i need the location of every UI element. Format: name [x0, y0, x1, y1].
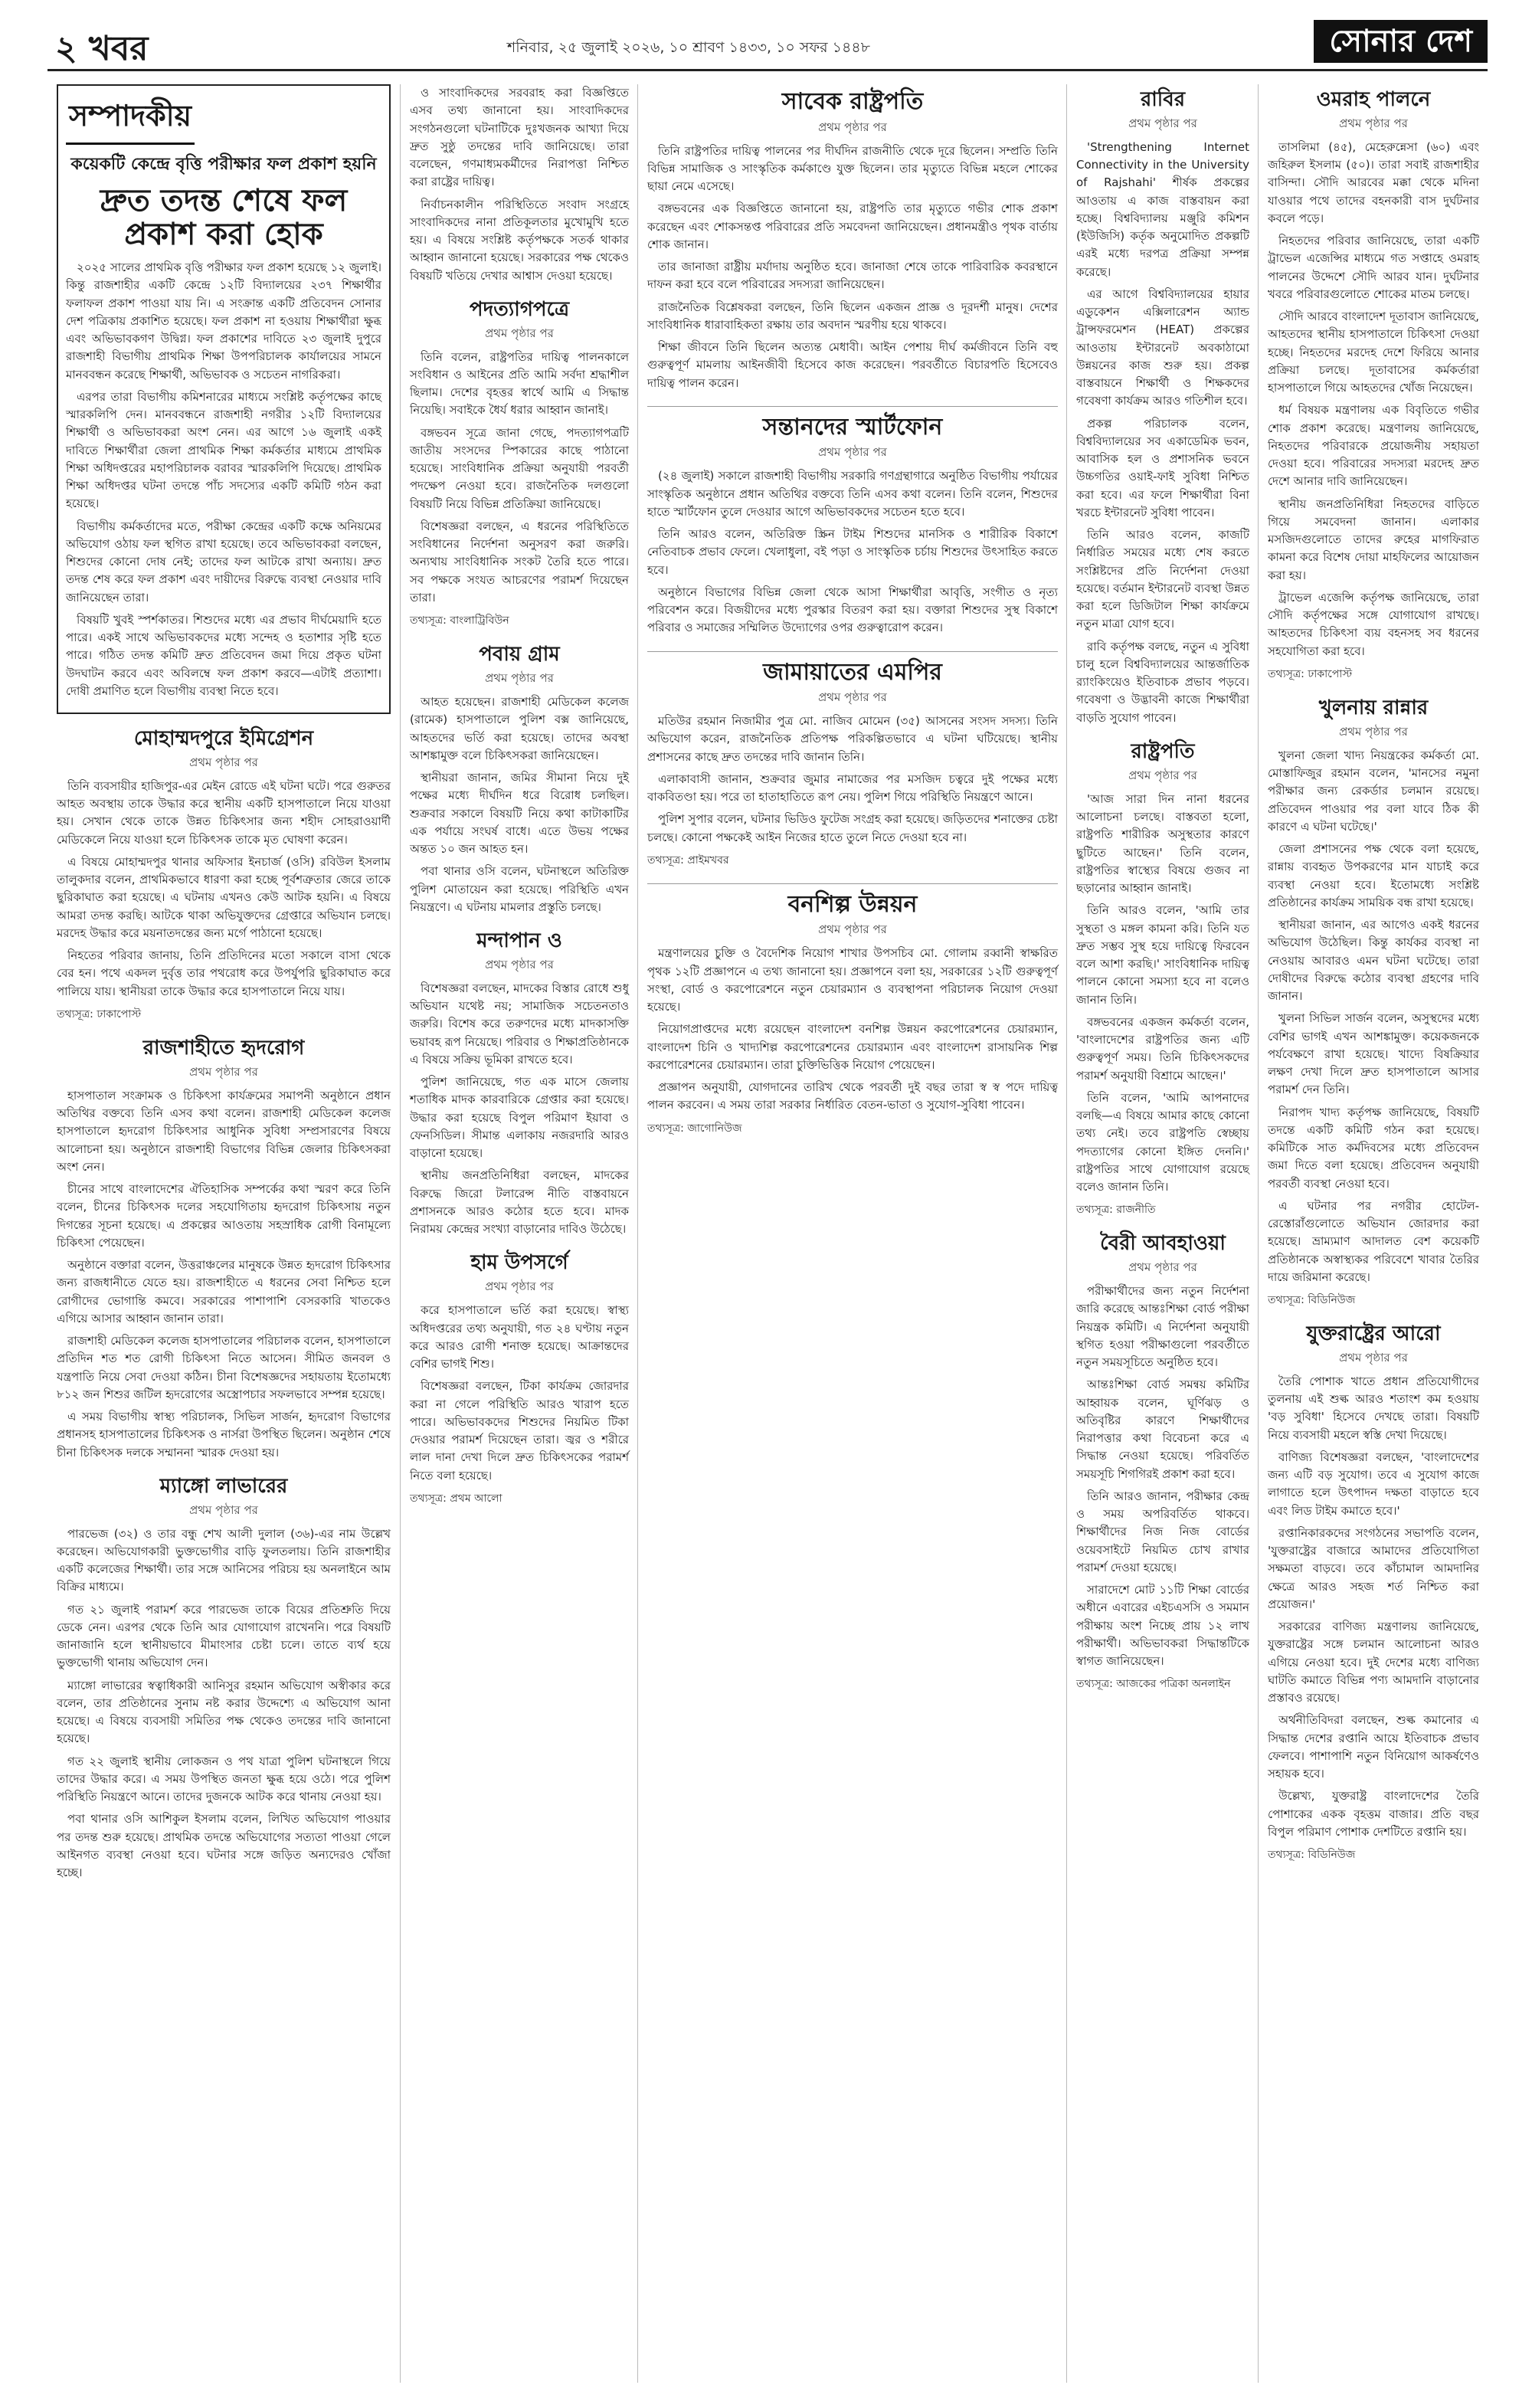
- paragraph: রাবি কর্তৃপক্ষ বলছে, নতুন এ সুবিধা চালু হলে বিশ্ববিদ্যালয়ের আন্তর্জাতিক র‌্যাংকিংয়েও ইতিবাচক প্রভাব পড়বে। গবেষণা ও উদ্ভাবনী কাজে শিক্ষার্থীরা বাড়তি সুযোগ পাবেন।: [1076, 639, 1249, 725]
- paragraph: উল্লেখ্য, যুক্তরাষ্ট্র বাংলাদেশের তৈরি পোশাকের একক বৃহত্তম বাজার। প্রতি বছর বিপুল পরিমাণ পোশাক দেশটিতে রপ্তানি হয়।: [1268, 1789, 1479, 1839]
- paragraph: প্রকল্প পরিচালক বলেন, বিশ্ববিদ্যালয়ের সব একাডেমিক ভবন, আবাসিক হল ও প্রশাসনিক ভবনে উচ্চগতির ওয়াই-ফাই সুবিধা নিশ্চিত করা হবে। এর ফলে শিক্ষার্থীরা বিনা খরচে ইন্টারনেট সুবিধা পাবেন।: [1076, 416, 1249, 519]
- paragraph: পারভেজ (৩২) ও তার বন্ধু শেখ আলী দুলাল (৩৬)-এর নাম উল্লেখ করেছেন। অভিযোগকারী ভুক্তভোগীর বাড়ি ফুলতলায়। তিনি রাজশাহীর একটি কলেজের শিক্ষার্থী। তার সঙ্গে আনিসের পরিচয় হয় অনলাইনে আম বিক্রির মাধ্যমে।: [57, 1526, 391, 1594]
- paragraph: স্থানীয়রা জানান, এর আগেও একই ধরনের অভিযোগ উঠেছিল। কিন্তু কার্যকর ব্যবস্থা না নেওয়ায় আবারও এমন ঘটনা ঘটেছে। তারা দোষীদের বিরুদ্ধে কঠোর ব্যবস্থা গ্রহণের দাবি জানান।: [1268, 918, 1479, 1004]
- paragraph: স্থানীয় জনপ্রতিনিধিরা বলছেন, মাদকের বিরুদ্ধে জিরো টলারেন্স নীতি বাস্তবায়নে প্রশাসনকে আরও কঠোর হতে হবে। মাদক নিরাময় কেন্দ্রের সংখ্যা বাড়ানোর দাবিও উঠেছে।: [410, 1168, 629, 1237]
- paragraph: বঙ্গভবনের এক বিজ্ঞপ্তিতে জানানো হয়, রাষ্ট্রপতি তার মৃত্যুতে গভীর শোক প্রকাশ করেছেন এবং শোকসন্তপ্ত পরিবারের প্রতি সমবেদনা জানিয়েছেন। প্রধানমন্ত্রীও পৃথক বার্তায় শোক জানান।: [647, 201, 1058, 251]
- article-body: [1268, 747, 1479, 1286]
- paragraph: শিক্ষা জীবনে তিনি ছিলেন অত্যন্ত মেধাবী। আইন পেশায় দীর্ঘ কর্মজীবনে তিনি বহু গুরুত্বপূর্ণ মামলায় আইনজীবী হিসেবে কাজ করেছেন। পরবর্তীতে বিচারপতি হিসেবেও দায়িত্ব পালন করেন।: [647, 340, 1058, 390]
- paragraph: অনুষ্ঠানে বক্তারা বলেন, উত্তরাঞ্চলের মানুষকে উন্নত হৃদরোগ চিকিৎসার জন্য রাজধানীতে যেতে হয়। রাজশাহীতে এ ধরনের সেবা নিশ্চিত হলে রোগীদের ভোগান্তি কমবে। সরকারের পাশাপাশি বেসরকারি খাতকেও এগিয়ে আসার আহ্বান জানান তারা।: [57, 1258, 391, 1325]
- divider: [647, 651, 1058, 652]
- paragraph: 'Strengthening Internet Connectivity in the University of Rajshahi' শীর্ষক প্রকল্পের আওতায় এ কাজ বাস্তবায়ন করা হচ্ছে। বিশ্ববিদ্যালয় মঞ্জুরি কমিশন (ইউজিসি) কর্তৃক অনুমোদিত প্রকল্পটি এরই মধ্যে দরপত্র প্রক্রিয়া সম্পন্ন করেছে।: [1076, 139, 1249, 279]
- paragraph: এ ঘটনার পর নগরীর হোটেল-রেস্তোরাঁগুলোতে অভিযান জোরদার করা হয়েছে। ভ্রাম্যমাণ আদালত বেশ কয়েকটি প্রতিষ্ঠানকে অস্বাস্থ্যকর পরিবেশে খাবার তৈরির দায়ে জরিমানা করেছে।: [1268, 1198, 1479, 1284]
- article-headline[interactable]: পবায় গ্রাম: [479, 643, 560, 667]
- article-headline[interactable]: খুলনায় রান্নার: [1318, 696, 1429, 719]
- continued-label: প্রথম পৃষ্ঠার পর: [485, 671, 554, 686]
- editorial-body: [66, 259, 381, 700]
- article-headline[interactable]: রাবির: [1140, 88, 1186, 111]
- paragraph: মতিউর রহমান নিজামীর পুত্র মো. নাজিব মোমেন (৩৫) আসনের সংসদ সদস্য। তিনি অভিযোগ করেন, রাজনৈতিক প্রতিপক্ষ পরিকল্পিতভাবে এ ঘটনা ঘটিয়েছে। স্থানীয় প্রশাসনের কাছে দ্রুত তদন্তের দাবি জানান তিনি।: [647, 714, 1058, 764]
- article-body: [647, 713, 1058, 847]
- article-mohammadpur: [57, 728, 391, 1024]
- paragraph: মন্ত্রণালয়ের চুক্তি ও বৈদেশিক নিয়োগ শাখার উপসচিব মো. গোলাম রব্বানী স্বাক্ষরিত পৃথক ১২টি প্রজ্ঞাপনে এ তথ্য জানানো হয়। প্রজ্ঞাপনে বলা হয়, সরকারের ১২টি গুরুত্বপূর্ণ সংস্থা, বোর্ড ও করপোরেশনে নতুন চেয়ারম্যান ও ব্যবস্থাপনা পরিচালক নিয়োগ দেওয়া হয়েছে।: [647, 946, 1058, 1014]
- article-president: [1076, 741, 1249, 1219]
- continued-label: প্রথম পৃষ্ঠার পর: [1339, 724, 1408, 739]
- column-2: [400, 84, 638, 2383]
- article-headline[interactable]: মন্দাপান ও: [476, 929, 562, 953]
- article-body: [1268, 1373, 1479, 1841]
- editorial-headline: দ্রুত তদন্ত শেষে ফল প্রকাশ করা হোক: [100, 182, 348, 252]
- paragraph: প্রজ্ঞাপন অনুযায়ী, যোগদানের তারিখ থেকে পরবর্তী দুই বছর তারা স্ব স্ব পদে দায়িত্ব পালন করবেন। এ সময় তারা সরকার নির্ধারিত বেতন-ভাতা ও সুযোগ-সুবিধা পাবেন।: [647, 1080, 1058, 1112]
- paragraph: তিনি আরও বলেন, 'আমি তার সুস্থতা ও মঙ্গল কামনা করি। তিনি যত দ্রুত সম্ভব সুস্থ হয়ে দায়িত্বে ফিরবেন বলে আশা করছি।' সাংবিধানিক দায়িত্ব পালনে কোনো সমস্যা হবে না বলেও জানান তিনি।: [1076, 903, 1249, 1007]
- article-headline[interactable]: জামায়াতের এমপির: [763, 658, 942, 686]
- page-number: ২ খবর: [55, 29, 149, 68]
- article-headline[interactable]: পদত্যাগপত্রে: [469, 297, 570, 321]
- column-3: [637, 84, 1067, 2383]
- article-usa: [1268, 1323, 1479, 1864]
- article-mandapan: [410, 930, 629, 1238]
- article-body: [647, 945, 1058, 1114]
- article-headline[interactable]: ওমরাহ পালনে: [1316, 88, 1431, 111]
- article-omrah: [1268, 89, 1479, 683]
- article-body: [410, 980, 629, 1239]
- paragraph: স্থানীয় জনপ্রতিনিধিরা নিহতদের বাড়িতে গিয়ে সমবেদনা জানান। এলাকার মসজিদগুলোতে তাদের রুহের মাগফিরাত কামনা করে বিশেষ দোয়া মাহফিলের আয়োজন করা হয়।: [1268, 496, 1479, 582]
- paragraph: বঙ্গভবন সূত্রে জানা গেছে, পদত্যাগপত্রটি জাতীয় সংসদের স্পিকারের কাছে পাঠানো হয়েছে। সাংবিধানিক প্রক্রিয়া অনুযায়ী পরবর্তী পদক্ষেপ নেওয়া হবে। রাজনৈতিক দলগুলো বিষয়টি নিয়ে বিভিন্ন প্রতিক্রিয়া জানিয়েছে।: [410, 425, 629, 511]
- paragraph: ট্রাভেল এজেন্সি কর্তৃপক্ষ জানিয়েছে, তারা সৌদি কর্তৃপক্ষের সঙ্গে যোগাযোগ রাখছে। আহতদের চিকিৎসা ব্যয় বহনসহ সব ধরনের সহযোগিতা করা হবে।: [1268, 590, 1479, 658]
- paragraph: তিনি বলেন, রাষ্ট্রপতির দায়িত্ব পালনকালে সংবিধান ও আইনের প্রতি আমি সর্বদা শ্রদ্ধাশীল ছিলাম। দেশের বৃহত্তর স্বার্থে আমি এ সিদ্ধান্ত নিয়েছি। সবাইকে ধৈর্য ধরার আহ্বান জানাই।: [410, 349, 629, 418]
- paragraph: পুলিশ জানিয়েছে, গত এক মাসে জেলায় শতাধিক মাদক কারবারিকে গ্রেপ্তার করা হয়েছে। উদ্ধার করা হয়েছে বিপুল পরিমাণ ইয়াবা ও ফেনসিডিল। সীমান্ত এলাকায় নজরদারি আরও বাড়ানো হয়েছে।: [410, 1075, 629, 1161]
- article-headline[interactable]: সাবেক রাষ্ট্রপতি: [781, 88, 924, 115]
- column-5: [1258, 84, 1488, 2383]
- source-credit: তথ্যসূত্র: প্রাইমখবর: [647, 853, 729, 867]
- continued-label: প্রথম পৃষ্ঠার পর: [485, 326, 554, 340]
- article-jamaat: [647, 660, 1058, 870]
- article-body: [410, 84, 629, 285]
- source-credit: তথ্যসূত্র: আজকের পত্রিকা অনলাইন: [1076, 1678, 1231, 1691]
- paragraph: অর্থনীতিবিদরা বলছেন, শুল্ক কমানোর এ সিদ্ধান্ত দেশের রপ্তানি আয়ে ইতিবাচক প্রভাব ফেলবে। পাশাপাশি নতুন বিনিয়োগ আকর্ষণেও সহায়ক হবে।: [1268, 1713, 1479, 1781]
- paragraph: বিভাগীয় কর্মকর্তাদের মতে, পরীক্ষা কেন্দ্রের একটি কক্ষে অনিয়মের অভিযোগ ওঠায় ফল স্থগিত রাখা হয়েছে। তবে অভিভাবকরা বলছেন, শিশুদের কোনো দোষ নেই; তাদের ফল আটকে রাখা অন্যায়। দ্রুত তদন্ত শেষ করে ফল প্রকাশ এবং দায়ীদের বিরুদ্ধে ব্যবস্থা নেওয়ার দাবি জানিয়েছেন তারা।: [66, 519, 381, 604]
- article-headline[interactable]: রাষ্ট্রপতি: [1131, 739, 1195, 763]
- paragraph: এ বিষয়ে মোহাম্মদপুর থানার অফিসার ইনচার্জ (ওসি) রবিউল ইসলাম তালুকদার বলেন, প্রাথমিকভাবে ধারণা করা হচ্ছে পূর্বশত্রুতার জেরে তাকে ছুরিকাঘাত করা হয়েছে। এ ঘটনায় এখনও কেউ আটক হয়নি। এ বিষয়ে আমরা তদন্ত করছি। আটকে থাকা অভিযুক্তদের গ্রেপ্তারে অভিযান চলছে। মরদেহ উদ্ধার করে ময়নাতদন্তের জন্য মর্গে পাঠানো হয়েছে।: [57, 854, 391, 940]
- article-body: [1076, 1283, 1249, 1670]
- paragraph: সারাদেশে মোট ১১টি শিক্ষা বোর্ডের অধীনে এবারের এইচএসসি ও সমমান পরীক্ষায় অংশ নিচ্ছে প্রায় ১২ লাখ পরীক্ষার্থী। অভিভাবকরা সিদ্ধান্তটিকে স্বাগত জানিয়েছেন।: [1076, 1583, 1249, 1669]
- article-body: [57, 1087, 391, 1462]
- paragraph: পবা থানার ওসি বলেন, ঘটনাস্থলে অতিরিক্ত পুলিশ মোতায়েন করা হয়েছে। পরিস্থিতি এখন নিয়ন্ত্রণে। এ ঘটনায় মামলার প্রস্তুতি চলছে।: [410, 864, 629, 914]
- paragraph: রাজনৈতিক বিশ্লেষকরা বলছেন, তিনি ছিলেন একজন প্রাজ্ঞ ও দূরদর্শী মানুষ। দেশের সাংবিধানিক ধারাবাহিকতা রক্ষায় তার অবদান স্মরণীয় হয়ে থাকবে।: [647, 300, 1058, 332]
- paragraph: খুলনা সিভিল সার্জন বলেন, অসুস্থদের মধ্যে বেশির ভাগই এখন আশঙ্কামুক্ত। কয়েকজনকে পর্যবেক্ষণে রাখা হয়েছে। খাদ্যে বিষক্রিয়ার লক্ষণ দেখা দিলে দ্রুত হাসপাতালে আসার পরামর্শ দেন তিনি।: [1268, 1011, 1479, 1097]
- paragraph: বিশেষজ্ঞরা বলছেন, মাদকের বিস্তার রোধে শুধু অভিযান যথেষ্ট নয়; সামাজিক সচেতনতাও জরুরি। বিশেষ করে তরুণদের মধ্যে মাদকাসক্তি ভয়াবহ রূপ নিয়েছে। পরিবার ও শিক্ষাপ্রতিষ্ঠানকে এ বিষয়ে সক্রিয় ভূমিকা রাখতে হবে।: [410, 981, 629, 1066]
- article-headline[interactable]: বনশিল্প উন্নয়ন: [787, 890, 918, 918]
- paragraph: নিরাপদ খাদ্য কর্তৃপক্ষ জানিয়েছে, বিষয়টি তদন্তে একটি কমিটি গঠন করা হয়েছে। কমিটিকে সাত কর্মদিবসের মধ্যে প্রতিবেদন জমা দিতে বলা হয়েছে। প্রতিবেদন অনুযায়ী পরবর্তী ব্যবস্থা নেওয়া হবে।: [1268, 1105, 1479, 1191]
- article-former-president: [647, 89, 1058, 392]
- article-inner-notes: [410, 299, 629, 630]
- article-body: [410, 1302, 629, 1485]
- paragraph: এর আগে বিশ্ববিদ্যালয়ের হায়ার এডুকেশন এক্সিলারেশন অ্যান্ড ট্রান্সফরমেশন (HEAT) প্রকল্পের আওতায় ইন্টারনেট অবকাঠামো উন্নয়নের কাজ শুরু হয়। প্রকল্প বাস্তবায়নে শিক্ষার্থী ও শিক্ষকদের গবেষণা কার্যক্রম আরও গতিশীল হবে।: [1076, 287, 1249, 408]
- editorial-label: সম্পাদকীয়: [66, 93, 195, 145]
- paragraph: তিনি আরও বলেন, কাজটি নির্ধারিত সময়ের মধ্যে শেষ করতে সংশ্লিষ্টদের প্রতি নির্দেশনা দেওয়া হয়েছে। বর্তমান ইন্টারনেট ব্যবস্থা উন্নত করা হলে ডিজিটাল শিক্ষা কার্যক্রমে নতুন মাত্রা যোগ হবে।: [1076, 528, 1249, 631]
- article-body: [57, 778, 391, 1001]
- paragraph: বঙ্গভবনের একজন কর্মকর্তা বলেন, 'বাংলাদেশের রাষ্ট্রপতির জন্য এটি গুরুত্বপূর্ণ সময়। তিনি চিকিৎসকদের পরামর্শ অনুযায়ী বিশ্রামে আছেন।': [1076, 1014, 1249, 1083]
- paragraph: 'আজ সারা দিন নানা ধরনের আলোচনা চলছে। বাস্তবতা হলো, রাষ্ট্রপতি শারীরিক অসুস্থতার কারণে ছুটিতে আছেন।' তিনি বলেন, রাষ্ট্রপতির স্বাস্থ্যের বিষয়ে গুজব না ছড়ানোর আহ্বান জানাই।: [1076, 791, 1249, 896]
- article-forest: [647, 892, 1058, 1138]
- paragraph: জেলা প্রশাসনের পক্ষ থেকে বলা হয়েছে, রান্নায় ব্যবহৃত উপকরণের মান যাচাই করে ব্যবস্থা নেওয়া হবে। ইতোমধ্যে সংশ্লিষ্ট প্রতিষ্ঠানের কার্যক্রম সাময়িক বন্ধ রাখা হয়েছে।: [1268, 842, 1479, 909]
- article-headline[interactable]: হাম উপসর্গে: [470, 1251, 568, 1275]
- source-credit: তথ্যসূত্র: বাংলাট্রিবিউন: [410, 614, 509, 627]
- article-headline[interactable]: ম্যাঙ্গো লাভারের: [159, 1474, 288, 1498]
- article-headline[interactable]: সন্তানদের স্মার্টফোন: [762, 413, 943, 441]
- paragraph: নিয়োগপ্রাপ্তদের মধ্যে রয়েছেন বাংলাদেশ বনশিল্প উন্নয়ন করপোরেশনের চেয়ারম্যান, বাংলাদেশ চিনি ও খাদ্যশিল্প করপোরেশনের চেয়ারম্যান এবং বাংলাদেশ রাসায়নিক শিল্প করপোরেশনের চেয়ারম্যান। তারা চুক্তিভিত্তিক নিয়োগ পেয়েছেন।: [647, 1022, 1058, 1072]
- article-body: [1268, 139, 1479, 660]
- article-body: [57, 1525, 391, 1882]
- paragraph: ম্যাঙ্গো লাভারের স্বত্বাধিকারী আনিসুর রহমান অভিযোগ অস্বীকার করে বলেন, তার প্রতিষ্ঠানের সুনাম নষ্ট করার উদ্দেশ্যে এ অভিযোগ আনা হয়েছে। এ বিষয়ে ব্যবসায়ী সমিতির পক্ষ থেকেও তদন্তের দাবি জানানো হয়েছে।: [57, 1678, 391, 1746]
- source-credit: তথ্যসূত্র: জাগোনিউজ: [647, 1122, 742, 1135]
- divider: [647, 406, 1058, 407]
- column-4: [1066, 84, 1259, 2383]
- paragraph: তিনি আরও বলেন, অতিরিক্ত স্ক্রিন টাইম শিশুদের মানসিক ও শারীরিক বিকাশে নেতিবাচক প্রভাব ফেলে। খেলাধুলা, বই পড়া ও সাংস্কৃতিক চর্চায় শিশুদের উৎসাহিত করতে হবে।: [647, 527, 1058, 577]
- continued-label: প্রথম পৃষ্ঠার পর: [818, 922, 887, 937]
- continued-label: প্রথম পৃষ্ঠার পর: [485, 957, 554, 971]
- continued-label: প্রথম পৃষ্ঠার পর: [818, 120, 887, 134]
- paragraph: এরপর তারা বিভাগীয় কমিশনারের মাধ্যমে সংশ্লিষ্ট কর্তৃপক্ষের কাছে স্মারকলিপি দেন। মানববন্ধনে রাজশাহী নগরীর ১২টি বিদ্যালয়ের শিক্ষার্থী ও অভিভাবকরা অংশ নেন। এর আগে ১৬ জুলাই একই দাবিতে শিক্ষার্থীরা জেলা প্রাথমিক শিক্ষা কর্মকর্তার মাধ্যমে প্রাথমিক শিক্ষা অধিদপ্তরের মহাপরিচালক বরাবর স্মারকলিপি দিয়েছে। প্রাথমিক শিক্ষা অধিদপ্তর ঘটনা তদন্তে পাঁচ সদস্যের একটি কমিটি গঠন করা হয়েছে।: [66, 389, 381, 511]
- article-heart: [57, 1037, 391, 1462]
- paragraph: ও সাংবাদিকদের সরবরাহ করা বিজ্ঞপ্তিতে এসব তথ্য জানানো হয়। সাংবাদিকদের সংগঠনগুলো ঘটনাটিকে দুঃখজনক আখ্যা দিয়ে দ্রুত সুষ্ঠু তদন্তের দাবি জানিয়েছে। তারা বলেছেন, গণমাধ্যমকর্মীদের নিরাপত্তা নিশ্চিত করা রাষ্ট্রের দায়িত্ব।: [410, 86, 629, 189]
- continued-label: প্রথম পৃষ্ঠার পর: [1128, 1260, 1197, 1275]
- paragraph: খুলনা জেলা খাদ্য নিয়ন্ত্রকের কর্মকর্তা মো. মোস্তাফিজুর রহমান বলেন, 'মানসের নমুনা পরীক্ষার জন্য রেকর্ডার চলমান রয়েছে। প্রতিবেদন পাওয়ার পর বলা যাবে ঠিক কী কারণে এ ঘটনা ঘটেছে।': [1268, 748, 1479, 834]
- paragraph: হাসপাতাল সংক্রামক ও চিকিৎসা কার্যক্রমের সমাপনী অনুষ্ঠানে প্রধান অতিথির বক্তব্যে তিনি এসব কথা বলেন। রাজশাহী মেডিকেল কলেজ হাসপাতালে হৃদরোগ চিকিৎসার আধুনিক সুবিধা সম্প্রসারণের বিষয়ে আলোচনা হয়। অনুষ্ঠানে রাজশাহী বিভাগের বিভিন্ন জেলার চিকিৎসকরা অংশ নেন।: [57, 1088, 391, 1174]
- paragraph: গত ২২ জুলাই স্থানীয় লোকজন ও পথ যাত্রা পুলিশ ঘটনাস্থলে গিয়ে তাদের উদ্ধার করে। এ সময় উপস্থিত জনতা ক্ষুব্ধ হয়ে ওঠে। পরে পুলিশ পরিস্থিতি নিয়ন্ত্রণে আনে। তাদের দুজনকে আটক করে থানায় নেওয়া হয়।: [57, 1754, 391, 1804]
- paragraph: তিনি বলেন, 'আমি আপনাদের বলছি—এ বিষয়ে আমার কাছে কোনো তথ্য নেই। তবে রাষ্ট্রপতি স্বেচ্ছায় পদত্যাগের কোনো ইঙ্গিত দেননি।' রাষ্ট্রপতির সাথে যোগাযোগ রয়েছে বলেও জানান তিনি।: [1076, 1090, 1249, 1194]
- article-body: [1076, 139, 1249, 727]
- column-1: [47, 84, 400, 2383]
- paragraph: করে হাসপাতালে ভর্তি করা হয়েছে। স্বাস্থ্য অধিদপ্তরের তথ্য অনুযায়ী, গত ২৪ ঘণ্টায় নতুন করে আরও রোগী শনাক্ত হয়েছে। আক্রান্তদের বেশির ভাগই শিশু।: [410, 1303, 629, 1371]
- source-credit: তথ্যসূত্র: বিডিনিউজ: [1268, 1294, 1356, 1307]
- paragraph: ধর্ম বিষয়ক মন্ত্রণালয় এক বিবৃতিতে গভীর শোক প্রকাশ করেছে। মন্ত্রণালয় জানিয়েছে, নিহতদের পরিবারকে প্রয়োজনীয় সহায়তা দেওয়া হবে। পরিবারের সদস্যরা মরদেহ দ্রুত দেশে আনার দাবি জানিয়েছেন।: [1268, 403, 1479, 489]
- paragraph: তাসলিমা (৪৫), মেহেরুন্নেসা (৬০) এবং জহিরুল ইসলাম (৫০)। তারা সবাই রাজশাহীর বাসিন্দা। সৌদি আরবের মক্কা থেকে মদিনা যাওয়ার পথে তাদের বহনকারী বাস দুর্ঘটনার কবলে পড়ে।: [1268, 139, 1479, 225]
- article-headline[interactable]: বৈরী আবহাওয়া: [1100, 1232, 1226, 1256]
- paragraph: তিনি রাষ্ট্রপতির দায়িত্ব পালনের পর দীর্ঘদিন রাজনীতি থেকে দূরে ছিলেন। সম্প্রতি তিনি বিভিন্ন সামাজিক ও সাংস্কৃতিক কর্মকাণ্ডে যুক্ত ছিলেন। তার মৃত্যুতে বিভিন্ন মহলে শোকের ছায়া নেমে এসেছে।: [647, 143, 1058, 193]
- article-weather: [1076, 1233, 1249, 1693]
- source-credit: তথ্যসূত্র: প্রথম আলো: [410, 1492, 502, 1505]
- paragraph: (২৪ জুলাই) সকালে রাজশাহী বিভাগীয় সরকারি গণগ্রন্থাগারে অনুষ্ঠিত বিভাগীয় পর্যায়ের সাংস্কৃতিক অনুষ্ঠানে প্রধান অতিথির বক্তব্যে তিনি এসব কথা বলেন। তিনি বলেন, শিশুদের হাতে স্মার্টফোন তুলে দেওয়ার আগে অভিভাবকদের সচেতন হতে হবে।: [647, 469, 1058, 519]
- paragraph: তার জানাজা রাষ্ট্রীয় মর্যাদায় অনুষ্ঠিত হবে। জানাজা শেষে তাকে পারিবারিক কবরস্থানে দাফন করা হবে বলে পরিবারের সদস্যরা জানিয়েছেন।: [647, 260, 1058, 292]
- source-credit: তথ্যসূত্র: রাজনীতি: [1076, 1204, 1156, 1217]
- paragraph: নির্বাচনকালীন পরিস্থিতিতে সংবাদ সংগ্রহে সাংবাদিকদের নানা প্রতিকূলতার মুখোমুখি হতে হয়। এ বিষয়ে সংশ্লিষ্ট কর্তৃপক্ষকে সতর্ক থাকার আহ্বান জানানো হয়েছে। সরকারের পক্ষ থেকেও বিষয়টি খতিয়ে দেখার আশ্বাস দেওয়া হয়েছে।: [410, 197, 629, 283]
- paragraph: তিনি ব্যবসায়ীর হাজিপুর-এর মেইন রোডে এই ঘটনা ঘটে। পরে গুরুতর আহত অবস্থায় তাকে উদ্ধার করে স্থানীয় একটি হাসপাতালে নিয়ে যাওয়া হয়। সেখান থেকে তাকে উন্নত চিকিৎসার জন্য শহীদ সোহরাওয়ার্দী মেডিকেলে নিয়ে যাওয়া হলে চিকিৎসক তাকে মৃত ঘোষণা করেন।: [57, 778, 391, 847]
- paragraph: বিষয়টি খুবই স্পর্শকাতর। শিশুদের মধ্যে এর প্রভাব দীর্ঘমেয়াদি হতে পারে। একই সাথে অভিভাবকদের মধ্যে সন্দেহ ও হতাশার সৃষ্টি হতে পারে। গঠিত তদন্ত কমিটি দ্রুত প্রতিবেদন জমা দিয়ে প্রকৃত ঘটনা উদঘাটন করবে এবং অবিলম্বে ফল প্রকাশ করবে—এটাই প্রত্যাশা। দোষী প্রমাণিত হলে বিভাগীয় ব্যবস্থা নিতে হবে।: [66, 612, 381, 698]
- paragraph: রপ্তানিকারকদের সংগঠনের সভাপতি বলেন, 'যুক্তরাষ্ট্রের বাজারে আমাদের প্রতিযোগিতা সক্ষমতা বাড়বে। তবে কাঁচামাল আমদানির ক্ষেত্রে আরও সহজ শর্ত নিশ্চিত করা প্রয়োজন।': [1268, 1525, 1479, 1611]
- article-headline[interactable]: রাজশাহীতে হৃদরোগ: [142, 1036, 305, 1060]
- paragraph: পবা থানার ওসি আশিকুল ইসলাম বলেন, লিখিত অভিযোগ পাওয়ার পর তদন্ত শুরু হয়েছে। প্রাথমিক তদন্তে অভিযোগের সত্যতা পাওয়া গেলে আইনগত ব্যবস্থা নেওয়া হবে। ঘটনার সঙ্গে জড়িত অন্যদেরও খোঁজা হচ্ছে।: [57, 1812, 391, 1880]
- masthead-logo: সোনার দেশ: [1314, 20, 1488, 63]
- continued-label: প্রথম পৃষ্ঠার পর: [818, 690, 887, 704]
- article-khulna: [1268, 697, 1479, 1309]
- paragraph: নিহতদের পরিবার জানিয়েছে, তারা একটি ট্রাভেল এজেন্সির মাধ্যমে গত সপ্তাহে ওমরাহ পালনের উদ্দেশে সৌদি আরব যান। দুর্ঘটনার খবরে পরিবারগুলোতে শোকের মাতম চলছে।: [1268, 234, 1479, 301]
- continued-label: প্রথম পৃষ্ঠার পর: [818, 445, 887, 460]
- paragraph: বিশেষজ্ঞরা বলছেন, এ ধরনের পরিস্থিতিতে সংবিধানের নির্দেশনা অনুসরণ করা জরুরি। অন্যথায় সাংবিধানিক সংকট তৈরি হতে পারে। সব পক্ষকে সংযত আচরণের পরামর্শ দিয়েছেন তারা।: [410, 519, 629, 604]
- continued-label: প্রথম পৃষ্ঠার পর: [1128, 116, 1197, 130]
- article-paba: [410, 644, 629, 916]
- paragraph: রাজশাহী মেডিকেল কলেজ হাসপাতালের পরিচালক বলেন, হাসপাতালে প্রতিদিন শত শত রোগী চিকিৎসা নিতে আসেন। সীমিত জনবল ও যন্ত্রপাতি নিয়ে সেবা দেওয়া কঠিন। চীনা বিশেষজ্ঞদের সহায়তায় ইতোমধ্যে ৮১২ জন শিশুর জটিল হৃদরোগের অস্ত্রোপচার সফলভাবে সম্পন্ন হয়েছে।: [57, 1334, 391, 1401]
- paragraph: অনুষ্ঠানে বিভাগের বিভিন্ন জেলা থেকে আসা শিক্ষার্থীরা আবৃত্তি, সংগীত ও নৃত্য পরিবেশন করে। বিজয়ীদের মধ্যে পুরস্কার বিতরণ করা হয়। বক্তারা শিশুদের সুস্থ বিকাশে পরিবার ও সমাজের সম্মিলিত উদ্যোগের ওপর গুরুত্বারোপ করেন।: [647, 585, 1058, 635]
- article-smartphone: [647, 414, 1058, 637]
- article-body: [647, 467, 1058, 637]
- article-body: [410, 693, 629, 916]
- source-credit: তথ্যসূত্র: ঢাকাপোস্ট: [57, 1007, 142, 1021]
- paragraph: পরীক্ষার্থীদের জন্য নতুন নির্দেশনা জারি করেছে আন্তঃশিক্ষা বোর্ড পরীক্ষা নিয়ন্ত্রক কমিটি। এ নির্দেশনা অনুযায়ী স্থগিত হওয়া পরীক্ষাগুলো পরবর্তীতে নতুন সময়সূচিতে অনুষ্ঠিত হবে।: [1076, 1284, 1249, 1370]
- paragraph: চীনের সাথে বাংলাদেশের ঐতিহাসিক সম্পর্কের কথা স্মরণ করে তিনি বলেন, চীনের চিকিৎসক দলের সহযোগিতায় হৃদরোগ চিকিৎসায় নতুন দিগন্তের সূচনা হয়েছে। এ প্রকল্পের আওতায় সহস্রাধিক রোগী বিনামূল্যে চিকিৎসা পেয়েছেন।: [57, 1182, 391, 1250]
- dateline: শনিবার, ২৫ জুলাই ২০২৬, ১০ শ্রাবণ ১৪৩৩, ১০ সফর ১৪৪৮: [507, 39, 870, 56]
- article-mango: [57, 1476, 391, 1882]
- continued-label: প্রথম পৃষ্ঠার পর: [1339, 116, 1408, 130]
- article-headline[interactable]: মোহাম্মদপুরে ইমিগ্রেশন: [133, 727, 314, 750]
- paragraph: এলাকাবাসী জানান, শুক্রবার জুমার নামাজের পর মসজিদ চত্বরে দুই পক্ষের মধ্যে বাকবিতণ্ডা হয়। পরে তা হাতাহাতিতে রূপ নেয়। পুলিশ গিয়ে পরিস্থিতি নিয়ন্ত্রণে আনে।: [647, 772, 1058, 804]
- page-header: [47, 20, 1488, 71]
- paragraph: তৈরি পোশাক খাতে প্রধান প্রতিযোগীদের তুলনায় এই শুল্ক আরও শতাংশ কম হওয়ায় 'বড় সুবিধা' হিসেবে দেখছে তারা। বিষয়টি নিয়ে ব্যবসায়ী মহলে স্বস্তি দেখা দিয়েছে।: [1268, 1374, 1479, 1442]
- continued-label: প্রথম পৃষ্ঠার পর: [1339, 1350, 1408, 1365]
- paragraph: পুলিশ সুপার বলেন, ঘটনার ভিডিও ফুটেজ সংগ্রহ করা হয়েছে। জড়িতদের শনাক্তের চেষ্টা চলছে। কোনো পক্ষকেই আইন নিজের হাতে তুলে নিতে দেওয়া হবে না।: [647, 812, 1058, 844]
- paragraph: নিহতের পরিবার জানায়, তিনি প্রতিদিনের মতো সকালে বাসা থেকে বের হন। পথে একদল দুর্বৃত্ত তার পথরোধ করে উপর্যুপরি ছুরিকাঘাত করে পালিয়ে যায়। স্থানীয়রা তাকে উদ্ধার করে হাসপাতালে নিয়ে যায়।: [57, 948, 391, 998]
- article-body: [410, 349, 629, 608]
- paragraph: সরকারের বাণিজ্য মন্ত্রণালয় জানিয়েছে, যুক্তরাষ্ট্রের সঙ্গে চলমান আলোচনা আরও এগিয়ে নেওয়া হবে। দুই দেশের মধ্যে বাণিজ্য ঘাটতি কমাতে বিভিন্ন পণ্য আমদানি বাড়ানোর প্রস্তাবও রয়েছে।: [1268, 1620, 1479, 1705]
- paragraph: স্থানীয়রা জানান, জমির সীমানা নিয়ে দুই পক্ষের মধ্যে দীর্ঘদিন ধরে বিরোধ চলছিল। শুক্রবার সকালে বিষয়টি নিয়ে কথা কাটাকাটির এক পর্যায়ে সংঘর্ষ বাধে। এতে উভয় পক্ষের অন্তত ১০ জন আহত হন।: [410, 771, 629, 857]
- continued-label: প্রথম পৃষ্ঠার পর: [189, 755, 258, 769]
- source-credit: তথ্যসূত্র: ঢাকাপোস্ট: [1268, 667, 1353, 680]
- article-continued: [410, 84, 629, 285]
- paragraph: সৌদি আরবে বাংলাদেশ দূতাবাস জানিয়েছে, আহতদের স্থানীয় হাসপাতালে চিকিৎসা দেওয়া হচ্ছে। নিহতদের মরদেহ দেশে ফিরিয়ে আনার প্রক্রিয়া চলছে। দূতাবাসের কর্মকর্তারা হাসপাতালে গিয়ে আহতদের খোঁজ নিয়েছেন।: [1268, 310, 1479, 395]
- paragraph: আন্তঃশিক্ষা বোর্ড সমন্বয় কমিটির আহ্বায়ক বলেন, ঘূর্ণিঝড় ও অতিবৃষ্টির কারণে শিক্ষার্থীদের নিরাপত্তার কথা বিবেচনা করে এ সিদ্ধান্ত নেওয়া হয়েছে। পরিবর্তিত সময়সূচি শিগগিরই প্রকাশ করা হবে।: [1076, 1378, 1249, 1481]
- continued-label: প্রথম পৃষ্ঠার পর: [189, 1064, 258, 1079]
- paragraph: বাণিজ্য বিশেষজ্ঞরা বলছেন, 'বাংলাদেশের জন্য এটি বড় সুযোগ। তবে এ সুযোগ কাজে লাগাতে হলে উৎপাদন দক্ষতা বাড়াতে হবে এবং লিড টাইম কমাতে হবে।': [1268, 1450, 1479, 1518]
- paragraph: তিনি আরও জানান, পরীক্ষার কেন্দ্র ও সময় অপরিবর্তিত থাকবে। শিক্ষার্থীদের নিজ নিজ বোর্ডের ওয়েবসাইটে নিয়মিত চোখ রাখার পরামর্শ দেওয়া হয়েছে।: [1076, 1489, 1249, 1574]
- article-rabi: [1076, 89, 1249, 727]
- article-body: [1076, 791, 1249, 1197]
- continued-label: প্রথম পৃষ্ঠার পর: [485, 1279, 554, 1294]
- editorial-kicker: কয়েকটি কেন্দ্রে বৃত্তি পরীক্ষার ফল প্রকাশ হয়নি: [70, 155, 377, 174]
- paragraph: বিশেষজ্ঞরা বলছেন, টিকা কার্যক্রম জোরদার করা না গেলে পরিস্থিতি আরও খারাপ হতে পারে। অভিভাবকদের শিশুদের নিয়মিত টিকা দেওয়ার পরামর্শ দিয়েছেন তারা। জ্বর ও শরীরে লাল দানা দেখা দিলে দ্রুত চিকিৎসকের পরামর্শ নিতে বলা হয়েছে।: [410, 1379, 629, 1482]
- editorial-box: [57, 84, 391, 714]
- paragraph: ২০২৫ সালের প্রাথমিক বৃত্তি পরীক্ষার ফল প্রকাশ হয়েছে ১২ জুলাই। কিন্তু রাজশাহীর একটি কেন্দ্রে ১২টি বিদ্যালয়ের ২৩৭ শিক্ষার্থীর ফলাফল প্রকাশ পাওয়া যায় নি। এ সংক্রান্ত একটি প্রতিবেদন সোনার দেশ পত্রিকায় প্রকাশিত হয়েছে। ফল প্রকাশ না হওয়ায় শিক্ষার্থীরা ক্ষুব্ধ এবং অভিভাবকগণ উদ্বিগ্ন। ফল প্রকাশের দাবিতে ২৩ জুলাই দুপুরে রাজশাহী বিভাগীয় প্রাথমিক শিক্ষা উপপরিচালক কার্যালয়ের সামনে মানববন্ধন করেছে শিক্ষার্থী, অভিভাবক ও সচেতন নাগরিকরা।: [66, 260, 381, 382]
- source-credit: তথ্যসূত্র: বিডিনিউজ: [1268, 1849, 1356, 1862]
- article-ham: [410, 1252, 629, 1507]
- divider: [647, 883, 1058, 884]
- paragraph: আহত হয়েছেন। রাজশাহী মেডিকেল কলেজ (রামেক) হাসপাতালে পুলিশ বক্স জানিয়েছে, আহতদের ভর্তি করা হয়েছে। তাদের অবস্থা আশঙ্কামুক্ত বলে চিকিৎসকরা জানিয়েছেন।: [410, 695, 629, 762]
- paragraph: এ সময় বিভাগীয় স্বাস্থ্য পরিচালক, সিভিল সার্জন, হৃদরোগ বিভাগের প্রধানসহ হাসপাতালের চিকিৎসক ও নার্সরা উপস্থিত ছিলেন। অনুষ্ঠান শেষে চীনা চিকিৎসক দলকে সম্মাননা স্মারক দেওয়া হয়।: [57, 1410, 391, 1460]
- paragraph: গত ২১ জুলাই পরামর্শ করে পারভেজ তাকে বিয়ের প্রতিশ্রুতি দিয়ে ডেকে নেন। এরপর থেকে তিনি আর যোগাযোগ রাখেননি। পরে বিষয়টি জানাজানি হলে স্থানীয়ভাবে মীমাংসার চেষ্টা চলে। তাতে ব্যর্থ হয়ে ভুক্তভোগী থানায় অভিযোগ দেন।: [57, 1602, 391, 1670]
- article-body: [647, 143, 1058, 392]
- continued-label: প্রথম পৃষ্ঠার পর: [1128, 768, 1197, 782]
- article-headline[interactable]: যুক্তরাষ্ট্রের আরো: [1306, 1322, 1441, 1346]
- continued-label: প্রথম পৃষ্ঠার পর: [189, 1502, 258, 1517]
